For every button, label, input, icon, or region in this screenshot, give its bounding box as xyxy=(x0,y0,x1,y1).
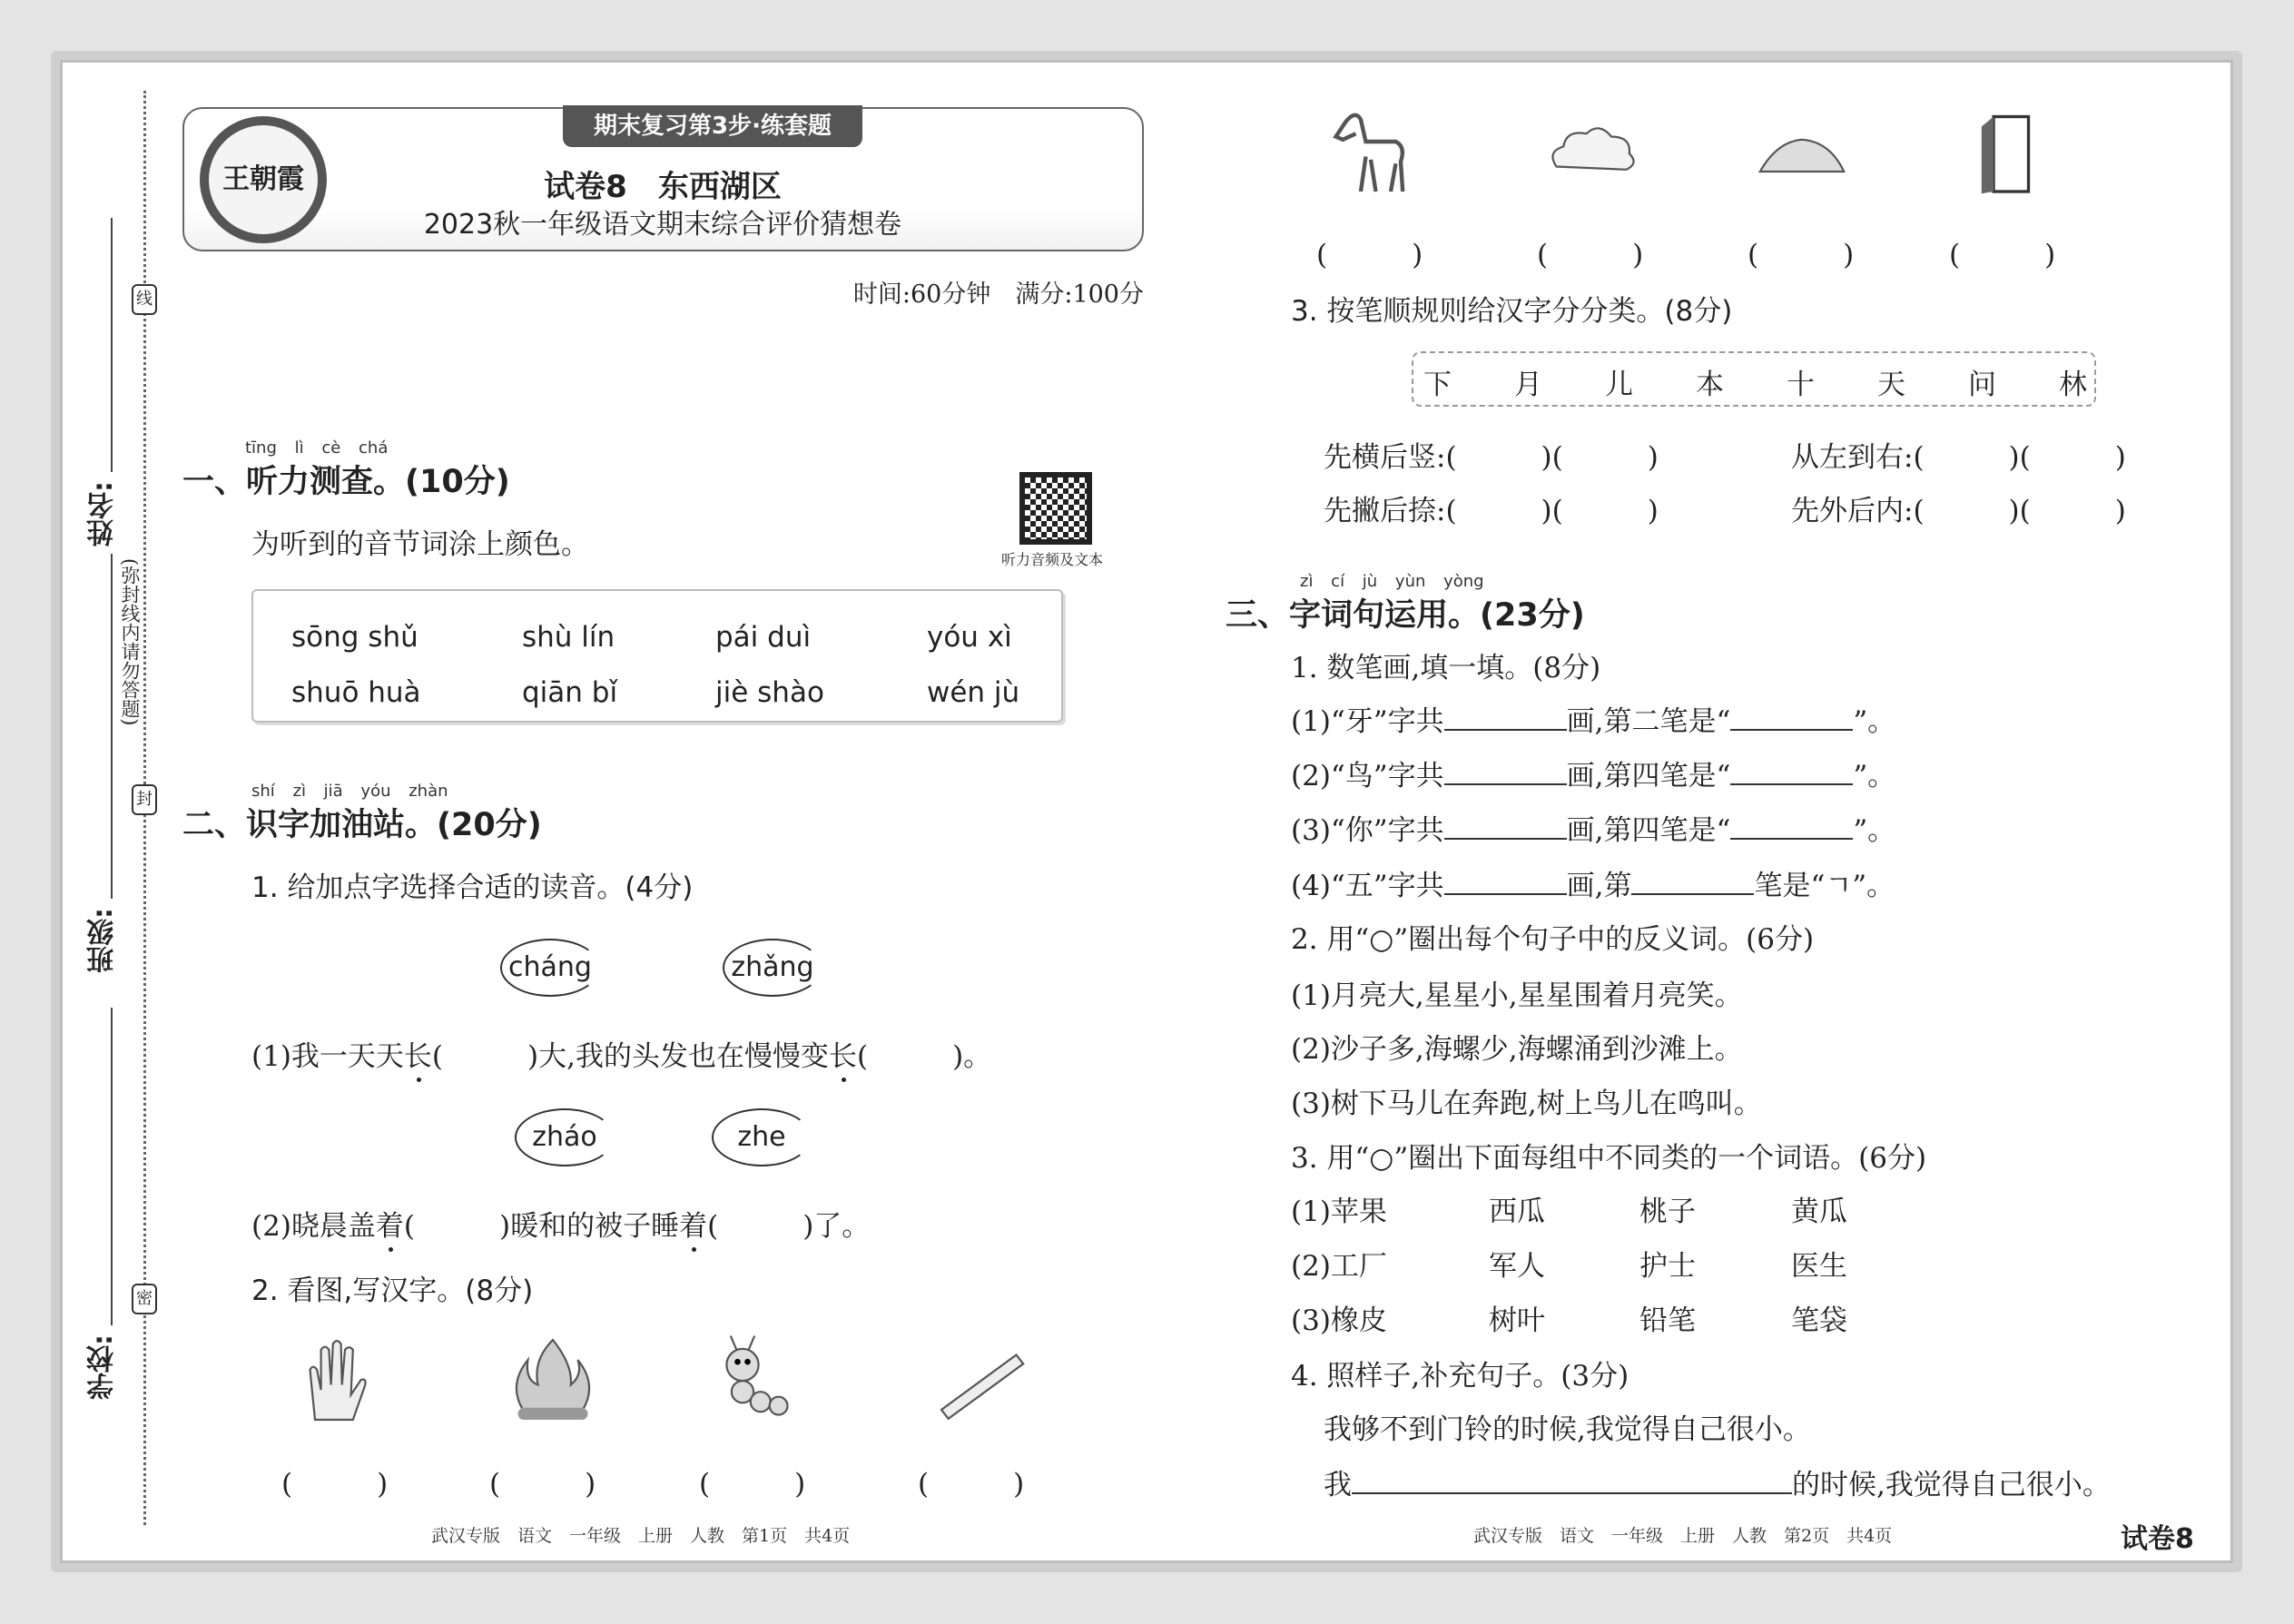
exam-subtitle: 2023秋一年级语文期末综合评价猜想卷 xyxy=(423,209,902,241)
text: 画,第四笔是“ xyxy=(1566,814,1731,847)
stroke-char: 下 xyxy=(1423,369,1452,401)
answer-paren[interactable]: ( ) xyxy=(1949,239,2056,271)
s2-q1: 1. 给加点字选择合适的读音。(4分) xyxy=(251,871,694,904)
fill-row xyxy=(1291,807,1895,848)
option-zhe[interactable]: zhe xyxy=(712,1108,812,1166)
word-option[interactable]: (3)橡皮 xyxy=(1291,1304,1387,1337)
stroke-char: 林 xyxy=(2059,369,2087,401)
name-label: 姓名: xyxy=(87,481,119,546)
pinyin-word[interactable]: sōng shǔ xyxy=(291,621,418,654)
dotted-char: 着 xyxy=(679,1210,708,1243)
answer-blank[interactable] xyxy=(1444,814,1567,840)
stroke-rule-2: 从左到右:( )( ) xyxy=(1791,441,2126,474)
option-zhao[interactable]: zháo xyxy=(515,1108,615,1166)
class-field[interactable] xyxy=(111,554,113,899)
word-option[interactable]: (2)工厂 xyxy=(1291,1250,1387,1283)
stroke-rule-1: 先横后竖:( )( ) xyxy=(1324,441,1659,474)
s3-pinyin: zì cí jù yùn yòng xyxy=(1300,572,1484,591)
text: 画,第二笔是“ xyxy=(1566,705,1731,738)
text: 我 xyxy=(1324,1469,1352,1501)
pinyin-word[interactable]: qiān bǐ xyxy=(522,676,618,709)
word-option[interactable]: 铅笔 xyxy=(1639,1304,1696,1337)
answer-blank[interactable] xyxy=(1444,870,1567,895)
stroke-rule-4: 先外后内:( )( ) xyxy=(1791,495,2126,527)
qr-label: 听力音频及文本 xyxy=(1001,551,1104,568)
text: 笔是“ㄱ”。 xyxy=(1754,870,1895,902)
text: ( )暖和的被子睡 xyxy=(403,1210,680,1243)
option-chang[interactable]: cháng xyxy=(500,939,600,997)
word-option[interactable]: 医生 xyxy=(1791,1250,1847,1283)
logo-text: 王朝霞 xyxy=(222,163,304,195)
answer-blank[interactable] xyxy=(1631,870,1754,895)
word-option[interactable]: 西瓜 xyxy=(1489,1196,1545,1228)
header-tab: 期末复习第3步·练套题 xyxy=(563,105,862,147)
answer-blank[interactable] xyxy=(1352,1469,1792,1494)
answer-paren[interactable]: ( ) xyxy=(489,1468,596,1501)
answer-paren[interactable]: ( ) xyxy=(918,1468,1025,1501)
cloud-icon xyxy=(1541,102,1641,202)
exam-title: 试卷8 东西湖区 xyxy=(544,169,782,205)
stroke-char: 十 xyxy=(1787,369,1815,401)
word-option[interactable]: 黄瓜 xyxy=(1791,1196,1847,1228)
text: ”。 xyxy=(1853,814,1896,847)
s2-q1-line2 xyxy=(251,1203,870,1244)
word-option[interactable]: 树叶 xyxy=(1489,1304,1545,1337)
s1-title: 一、听力测查。(10分) xyxy=(182,464,510,500)
answer-paren[interactable]: ( ) xyxy=(699,1468,806,1501)
footer-badge: 试卷8 xyxy=(2121,1523,2194,1555)
word-option[interactable]: (1)苹果 xyxy=(1291,1196,1387,1228)
q4-answer xyxy=(1324,1462,2111,1502)
s1-instruction: 为听到的音节词涂上颜色。 xyxy=(251,528,589,561)
text: (2)“鸟”字共 xyxy=(1291,760,1444,792)
s1-pinyin: tīng lì cè chá xyxy=(245,438,389,458)
fire-icon xyxy=(503,1330,603,1430)
pinyin-word[interactable]: pái duì xyxy=(715,621,812,654)
footer-right: 武汉专版 语文 一年级 上册 人教 第2页 共4页 xyxy=(1473,1526,1893,1546)
text: ( )了。 xyxy=(707,1210,871,1243)
answer-blank[interactable] xyxy=(1444,705,1567,731)
answer-blank[interactable] xyxy=(1444,760,1567,785)
worm-icon xyxy=(713,1330,812,1430)
text: ”。 xyxy=(1853,760,1896,792)
s3-q1: 1. 数笔画,填一填。(8分) xyxy=(1291,652,1601,684)
r-q3: 3. 按笔顺规则给汉字分分类。(8分) xyxy=(1291,295,1733,328)
s2-q2: 2. 看图,写汉字。(8分) xyxy=(251,1275,534,1307)
answer-blank[interactable] xyxy=(1730,760,1853,785)
dotted-char: 长 xyxy=(828,1040,857,1073)
dotted-char: 着 xyxy=(375,1210,404,1243)
stroke-char: 天 xyxy=(1877,369,1905,401)
seal-note: (弥封线内请勿答题) xyxy=(119,558,141,726)
q2-item-2: (2)沙子多,海螺少,海螺涌到沙滩上。 xyxy=(1291,1033,1743,1066)
text: ”。 xyxy=(1853,705,1896,738)
text: (4)“五”字共 xyxy=(1291,870,1444,902)
s3-title: 三、字词句运用。(23分) xyxy=(1226,597,1585,634)
answer-blank[interactable] xyxy=(1730,705,1853,731)
stroke-char: 月 xyxy=(1514,369,1542,401)
text: 画,第 xyxy=(1566,870,1632,902)
pinyin-word[interactable]: wén jù xyxy=(927,676,1020,709)
s3-q3: 3. 用“○”圈出下面每组中不同类的一个词语。(6分) xyxy=(1291,1142,1927,1175)
qr-code[interactable] xyxy=(1019,472,1092,545)
q4-example: 我够不到门铃的时候,我觉得自己很小。 xyxy=(1324,1413,1811,1446)
q2-item-1: (1)月亮大,星星小,星星围着月亮笑。 xyxy=(1291,979,1743,1012)
text: (2)晓晨盖 xyxy=(251,1210,376,1243)
seal-mark-top: 线 xyxy=(132,284,157,315)
stroke-char: 问 xyxy=(1968,369,1996,401)
name-field[interactable] xyxy=(111,218,113,472)
text: (1)我一天天 xyxy=(251,1040,404,1073)
answer-paren[interactable]: ( ) xyxy=(281,1468,389,1501)
stone-icon xyxy=(1752,102,1852,202)
answer-blank[interactable] xyxy=(1730,814,1853,840)
school-field[interactable] xyxy=(111,1008,113,1325)
footer-left: 武汉专版 语文 一年级 上册 人教 第1页 共4页 xyxy=(431,1526,851,1546)
pinyin-word[interactable]: jiè shào xyxy=(715,676,824,709)
stroke-char: 儿 xyxy=(1605,369,1633,401)
stroke-rule-3: 先撇后捺:( )( ) xyxy=(1324,495,1659,527)
s2-pinyin: shí zì jiā yóu zhàn xyxy=(251,782,448,801)
s2-title: 二、识字加油站。(20分) xyxy=(182,807,542,843)
seal-mark-mid: 封 xyxy=(132,784,157,815)
horse-icon xyxy=(1321,102,1421,202)
answer-paren[interactable]: ( ) xyxy=(1748,239,1855,271)
pinyin-word[interactable]: shù lín xyxy=(522,621,615,654)
pinyin-word[interactable]: shuō huà xyxy=(291,676,421,709)
class-label: 班级: xyxy=(87,908,119,973)
fill-row xyxy=(1291,698,1895,739)
text: (3)“你”字共 xyxy=(1291,814,1444,847)
fill-row xyxy=(1291,753,1895,793)
dotted-char: 长 xyxy=(403,1040,432,1073)
answer-paren[interactable]: ( ) xyxy=(1316,239,1423,271)
school-label: 学校: xyxy=(87,1334,119,1400)
answer-paren[interactable]: ( ) xyxy=(1537,239,1644,271)
text: (1)“牙”字共 xyxy=(1291,705,1444,738)
word-option[interactable]: 军人 xyxy=(1489,1250,1545,1283)
text: ( )大,我的头发也在慢慢变 xyxy=(431,1040,829,1073)
hand-icon xyxy=(295,1330,395,1430)
option-zhang[interactable]: zhǎng xyxy=(723,939,822,997)
s2-q1-line1 xyxy=(251,1033,991,1074)
text: 的时候,我觉得自己很小。 xyxy=(1792,1469,2111,1501)
door-icon xyxy=(1954,102,2053,202)
exam-meta: 时间:60分钟 满分:100分 xyxy=(852,281,1144,309)
s3-q4: 4. 照样子,补充句子。(3分) xyxy=(1291,1360,1629,1393)
word-option[interactable]: 护士 xyxy=(1639,1250,1696,1283)
fill-row-4 xyxy=(1291,862,1895,903)
q2-item-3: (3)树下马儿在奔跑,树上鸟儿在鸣叫。 xyxy=(1291,1088,1762,1120)
stroke-char: 本 xyxy=(1696,369,1724,401)
ruler-icon xyxy=(931,1330,1031,1430)
text: ( )。 xyxy=(856,1040,992,1073)
pinyin-word[interactable]: yóu xì xyxy=(927,621,1012,654)
s3-q2: 2. 用“○”圈出每个句子中的反义词。(6分) xyxy=(1291,923,1815,956)
word-option[interactable]: 桃子 xyxy=(1639,1196,1696,1228)
word-option[interactable]: 笔袋 xyxy=(1791,1304,1847,1337)
text: 画,第四笔是“ xyxy=(1566,760,1731,792)
seal-mark-bottom: 密 xyxy=(132,1284,157,1314)
